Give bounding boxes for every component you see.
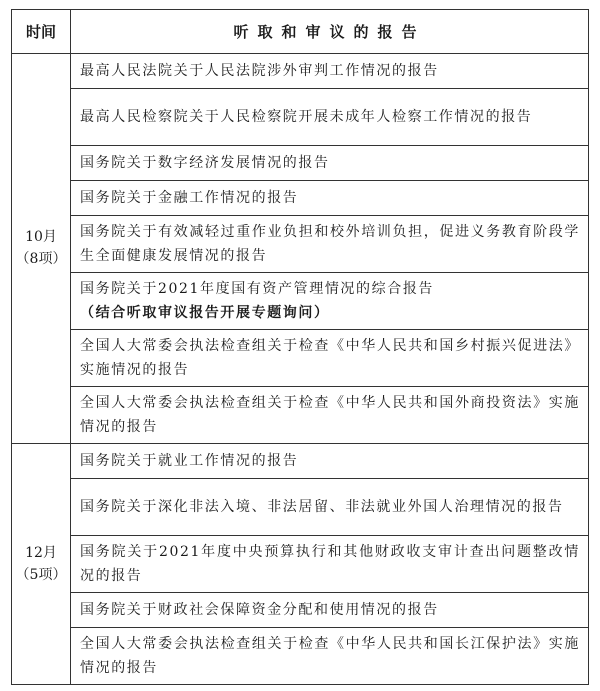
report-item-text: 国务院关于2021年度国有资产管理情况的综合报告 — [80, 280, 435, 297]
table-row — [12, 88, 589, 145]
header-title: 听取和审议的报告 — [71, 10, 589, 54]
table-row — [12, 478, 589, 535]
report-item: 国务院关于深化非法入境、非法居留、非法就业外国人治理情况的报告 — [71, 478, 589, 535]
report-item: 最高人民检察院关于人民检察院开展未成年人检察工作情况的报告 — [71, 88, 589, 145]
report-item-with-note — [71, 272, 589, 329]
report-item: 全国人大常委会执法检查组关于检查《中华人民共和国外商投资法》实施情况的报告 — [71, 386, 589, 443]
report-item: 国务院关于有效减轻过重作业负担和校外培训负担，促进义务教育阶段学生全面健康发展情况的报告 — [71, 215, 589, 272]
table-row — [12, 54, 589, 89]
report-item: 全国人大常委会执法检查组关于检查《中华人民共和国乡村振兴促进法》实施情况的报告 — [71, 329, 589, 386]
period-cell-october — [12, 54, 71, 444]
report-table — [11, 9, 589, 685]
table-row — [12, 329, 589, 386]
table-row — [12, 215, 589, 272]
table-row — [12, 145, 589, 180]
table-row — [12, 180, 589, 215]
table-row — [12, 627, 589, 684]
header-row — [12, 10, 589, 54]
report-item: 国务院关于金融工作情况的报告 — [71, 180, 589, 215]
report-item: 最高人民法院关于人民法院涉外审判工作情况的报告 — [71, 54, 589, 89]
table-row — [12, 272, 589, 329]
report-item: 国务院关于数字经济发展情况的报告 — [71, 145, 589, 180]
report-table-container — [11, 9, 589, 685]
period-count: （5项） — [15, 566, 67, 583]
header-time: 时间 — [12, 10, 71, 54]
report-item-note: （结合听取审议报告开展专题询问） — [80, 304, 330, 321]
period-month: 12月 — [25, 544, 57, 561]
table-row — [12, 535, 589, 592]
report-item: 国务院关于就业工作情况的报告 — [71, 443, 589, 478]
table-row — [12, 386, 589, 443]
table-row — [12, 592, 589, 627]
report-item: 全国人大常委会执法检查组关于检查《中华人民共和国长江保护法》实施情况的报告 — [71, 627, 589, 684]
table-row — [12, 443, 589, 478]
period-count: （8项） — [15, 251, 67, 268]
report-item: 国务院关于财政社会保障资金分配和使用情况的报告 — [71, 592, 589, 627]
period-cell-december — [12, 443, 71, 684]
report-item: 国务院关于2021年度中央预算执行和其他财政收支审计查出问题整改情况的报告 — [71, 535, 589, 592]
period-month: 10月 — [25, 229, 57, 246]
